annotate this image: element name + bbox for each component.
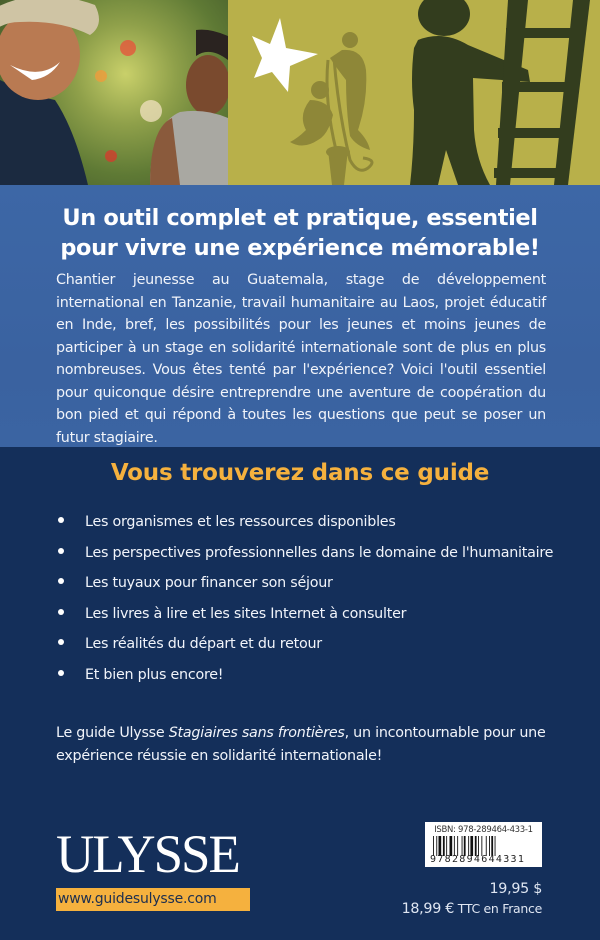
- price-eur: 18,99 €: [401, 901, 455, 917]
- bullet-icon: [58, 639, 64, 645]
- bullet-icon: [58, 670, 64, 676]
- list-item: [58, 538, 553, 569]
- list-item-text: Les tuyaux pour financer son séjour: [85, 575, 333, 592]
- closing-text-before: Le guide Ulysse: [56, 725, 169, 741]
- publisher-logo: ULYSSE: [56, 824, 239, 884]
- barcode-bar: [486, 836, 487, 856]
- intro-section: [0, 185, 600, 447]
- barcode-bar: [481, 836, 482, 856]
- barcode-bar: [495, 836, 496, 856]
- list-item-text: Et bien plus encore!: [85, 666, 224, 683]
- bullet-icon: [58, 578, 64, 584]
- cover-illustration: [228, 0, 600, 185]
- barcode-bar: [464, 836, 466, 856]
- barcode-bar: [475, 836, 477, 856]
- barcode-bar: [446, 836, 447, 856]
- guide-section: [0, 447, 600, 940]
- cover-artwork: [0, 0, 600, 185]
- barcode-bar: [470, 836, 473, 856]
- list-item: [58, 507, 553, 538]
- list-item: [58, 629, 553, 660]
- bullet-icon: [58, 548, 64, 554]
- price-cad: 19,95 $: [489, 881, 542, 897]
- list-item-text: Les livres à lire et les sites Internet à consulter: [85, 605, 407, 622]
- barcode-bar: [454, 836, 455, 856]
- list-item: [58, 599, 553, 630]
- isbn-label: ISBN: 978-289464-433-1: [434, 825, 533, 835]
- list-item: [58, 660, 553, 691]
- barcode-bar: [491, 836, 493, 856]
- barcode-bar: [457, 836, 458, 856]
- barcode-bar: [478, 836, 479, 856]
- list-item-text: Les organismes et les ressources disponibles: [85, 514, 396, 531]
- closing-paragraph: [56, 722, 556, 767]
- headline-line-2: pour vivre une expérience mémorable!: [60, 235, 540, 261]
- silhouette-illustration: [228, 0, 600, 185]
- bullet-icon: [58, 517, 64, 523]
- isbn-barcode-box: [425, 822, 542, 867]
- bullet-icon: [58, 609, 64, 615]
- price-eur-line: [402, 901, 542, 917]
- book-title: Stagiaires sans frontières: [168, 725, 345, 741]
- barcode-bar: [468, 836, 469, 856]
- barcode-bar: [489, 836, 490, 856]
- list-item: [58, 568, 553, 599]
- intro-paragraph: Chantier jeunesse au Guatemala, stage de développement international en Tanzanie, travail humanitaire au Laos, projet éducatif en Inde, bref, les possibilités pour les jeunes et moins jeunes de participer à un stage en solidarité internationale sont de plus en plus nombreuses. Vous êtes tenté par l'expérience? Voici l'outil essentiel pour quiconque désire entreprendre une aventure de coopération du bon pied et qui répond à toutes les questions que peut se poser un futur stagiaire.: [56, 272, 546, 446]
- barcode-bar: [462, 836, 463, 856]
- barcode-bar: [439, 836, 442, 856]
- people-photo-shapes: [0, 0, 228, 185]
- barcode-icon: [433, 836, 536, 856]
- isbn-digits: 9782894644331: [430, 854, 526, 865]
- barcode-bar: [443, 836, 445, 856]
- publisher-url[interactable]: www.guidesulysse.com: [56, 888, 250, 911]
- list-item-text: Les perspectives professionnelles dans le domaine de l'humanitaire: [85, 544, 554, 561]
- star-icon: [252, 18, 318, 92]
- headline: [0, 203, 600, 263]
- barcode-bar: [436, 836, 437, 856]
- barcode-bar: [450, 836, 453, 856]
- guide-title: Vous trouverez dans ce guide: [110, 460, 490, 486]
- closing-text-after: , un incontournable pour une expérience réussie en solidarité internationale!: [56, 725, 546, 764]
- feature-list: [58, 507, 553, 690]
- headline-line-1: Un outil complet et pratique, essentiel: [62, 205, 538, 231]
- price-eur-suffix: TTC en France: [454, 901, 542, 916]
- cover-photo: [0, 0, 228, 185]
- list-item-text: Les réalités du départ et du retour: [85, 636, 322, 653]
- barcode-bar: [433, 836, 434, 856]
